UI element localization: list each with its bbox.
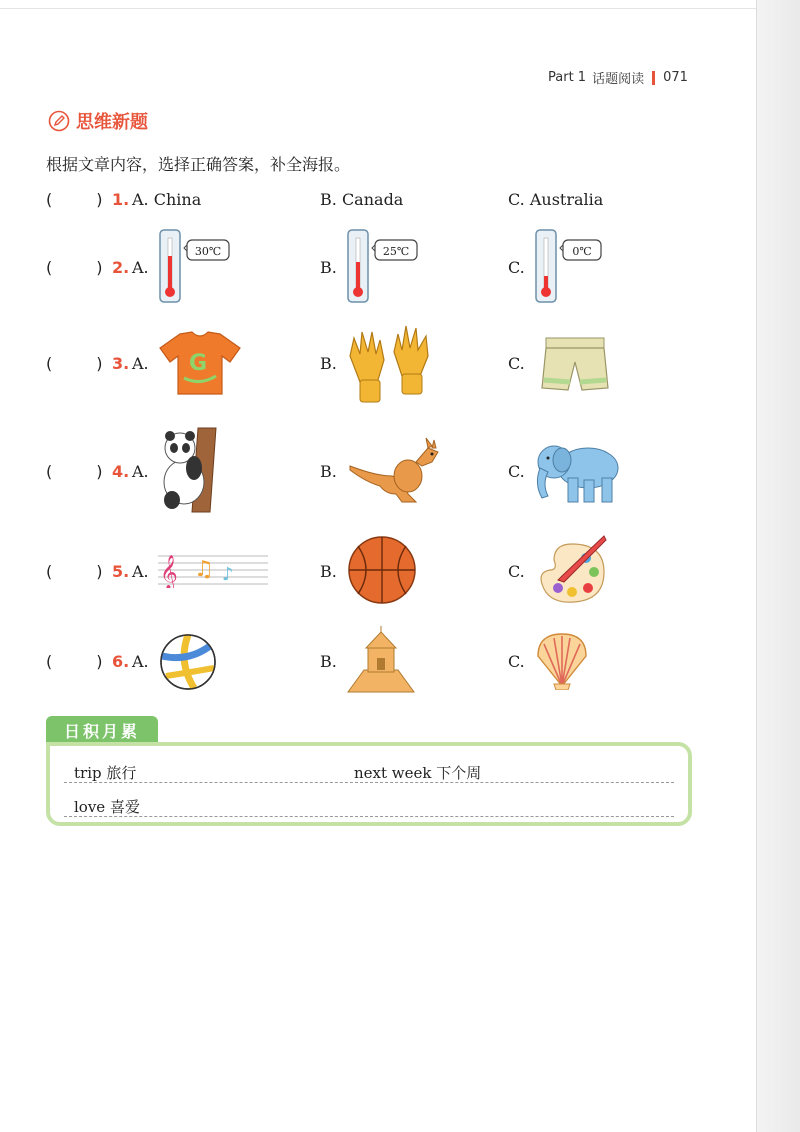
svg-text:30℃: 30℃ (194, 245, 222, 258)
option-c[interactable]: C. (508, 258, 525, 277)
question-row-4 (46, 424, 726, 504)
svg-text:♫: ♫ (194, 557, 214, 582)
option-c[interactable]: C. Australia (508, 190, 604, 209)
instruction-text: 根据文章内容，选择正确答案，补全海报。 (46, 155, 351, 174)
header-part: Part 1 (548, 70, 587, 85)
t-shirt-icon (158, 330, 242, 400)
question-row-2 (46, 228, 726, 308)
page-number: 071 (663, 70, 688, 85)
option-a[interactable]: A. (132, 562, 149, 581)
seashell-icon (534, 630, 590, 694)
section-title-text: 思维新题 (76, 112, 148, 133)
panda-icon (158, 426, 218, 518)
vocab-item: love 喜爱 (74, 798, 140, 816)
option-b[interactable]: B. (320, 562, 337, 581)
answer-blank[interactable]: ( ) (46, 354, 103, 373)
vocab-divider (64, 782, 674, 783)
shorts-icon (540, 334, 610, 398)
svg-text:𝄞: 𝄞 (160, 555, 178, 588)
header-topic: 话题阅读 (592, 72, 645, 87)
elephant-icon (532, 438, 624, 508)
sandcastle-icon (346, 626, 416, 698)
svg-text:0℃: 0℃ (572, 245, 592, 258)
thermometer-icon (156, 228, 236, 308)
vocab-divider (64, 816, 674, 817)
page-edge (756, 0, 800, 1132)
page-header (548, 68, 688, 87)
question-number: 2. (112, 258, 130, 277)
vocab-title: 日积月累 (46, 716, 158, 744)
header-divider (652, 71, 655, 85)
scan-edge-line (0, 8, 756, 9)
option-b[interactable]: B. Canada (320, 190, 404, 209)
question-number: 3. (112, 354, 130, 373)
question-row-6 (46, 624, 726, 704)
question-row-5 (46, 530, 726, 610)
svg-text:G: G (188, 351, 208, 376)
answer-blank[interactable]: ( ) (46, 258, 103, 277)
volleyball-icon (158, 632, 218, 696)
thermometer-icon (532, 228, 612, 308)
option-b[interactable]: B. (320, 652, 337, 671)
option-c[interactable]: C. (508, 462, 525, 481)
option-b[interactable]: B. (320, 258, 337, 277)
option-a[interactable]: A. China (132, 190, 202, 209)
music-notes-icon (158, 548, 270, 592)
vocab-item: next week 下个周 (354, 764, 482, 782)
answer-blank[interactable]: ( ) (46, 562, 103, 581)
option-b[interactable]: B. (320, 354, 337, 373)
gloves-icon (344, 320, 434, 410)
question-row-3 (46, 320, 726, 400)
section-title (48, 108, 148, 134)
option-a[interactable]: A. (132, 462, 149, 481)
vocab-box (46, 742, 692, 826)
vocab-item: trip 旅行 (74, 764, 137, 782)
answer-blank[interactable]: ( ) (46, 652, 103, 671)
option-a[interactable]: A. (132, 258, 149, 277)
answer-blank[interactable]: ( ) (46, 190, 103, 209)
kangaroo-icon (346, 436, 442, 510)
pencil-icon (48, 110, 70, 132)
paint-palette-icon (534, 532, 610, 612)
option-b[interactable]: B. (320, 462, 337, 481)
option-c[interactable]: C. (508, 354, 525, 373)
question-number: 6. (112, 652, 130, 671)
option-c[interactable]: C. (508, 562, 525, 581)
question-number: 4. (112, 462, 130, 481)
option-a[interactable]: A. (132, 652, 149, 671)
question-number: 1. (112, 190, 130, 209)
question-number: 5. (112, 562, 130, 581)
thermometer-icon (344, 228, 424, 308)
basketball-icon (346, 534, 418, 610)
option-a[interactable]: A. (132, 354, 149, 373)
option-c[interactable]: C. (508, 652, 525, 671)
answer-blank[interactable]: ( ) (46, 462, 103, 481)
svg-text:♪: ♪ (222, 564, 234, 585)
svg-text:25℃: 25℃ (382, 245, 410, 258)
